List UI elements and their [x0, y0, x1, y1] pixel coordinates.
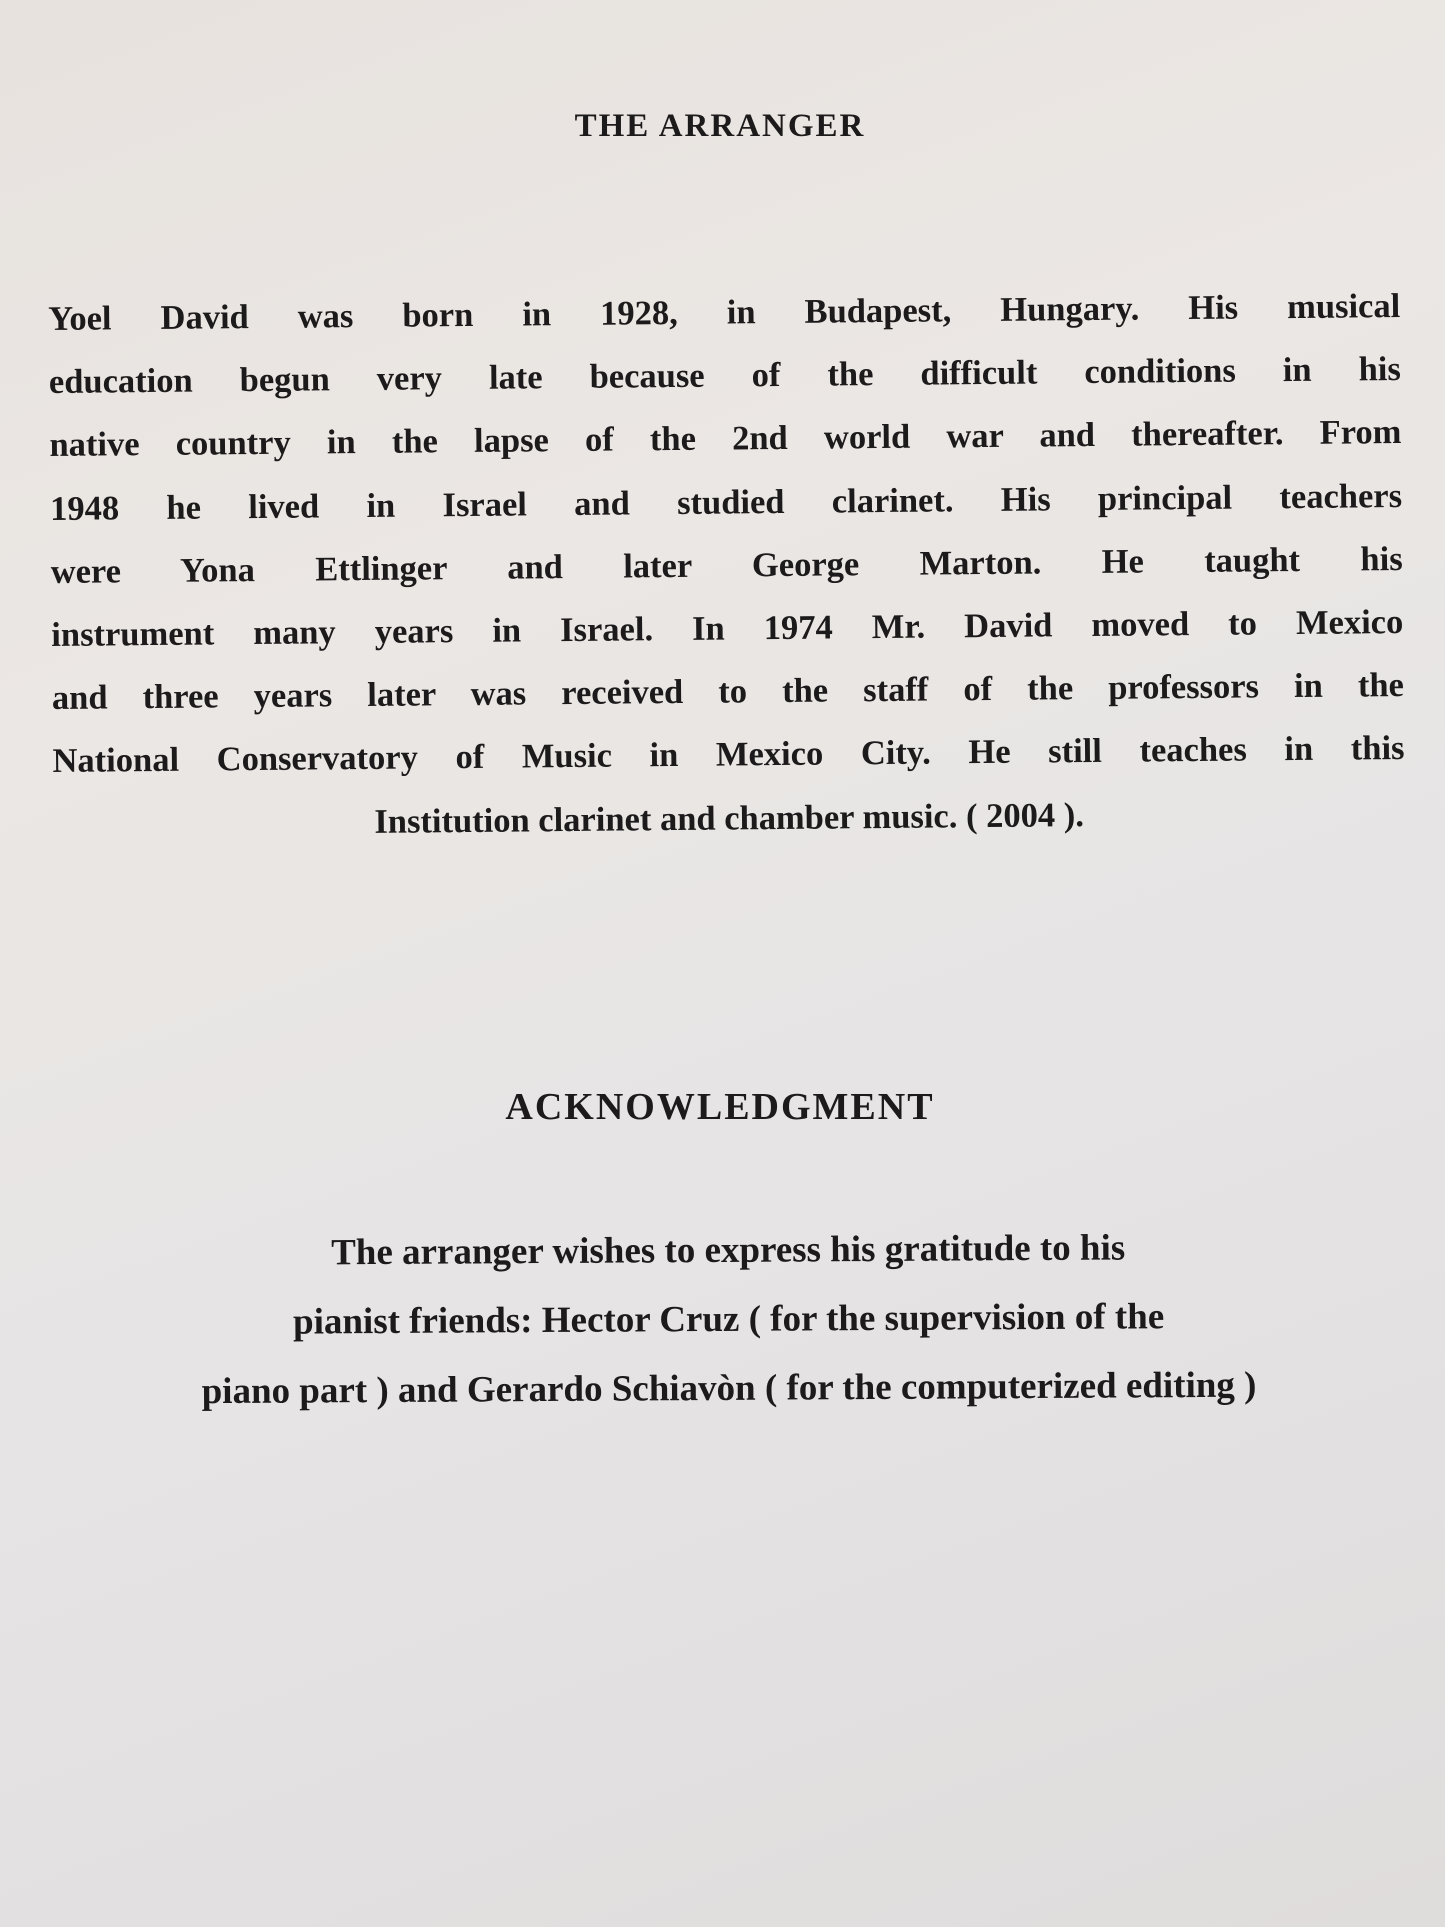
biography-line: and three years later was received to the staff of the professors in the — [51, 666, 1405, 718]
biography-line: National Conservatory of Music in Mexico City. He still teaches in this — [52, 729, 1405, 781]
acknowledgment-line: pianist friends: Hector Cruz ( for the supervision of the — [292, 1296, 1165, 1343]
biography-line: 1948 he lived in Israel and studied clarinet. His principal teachers — [49, 476, 1403, 528]
arranger-biography — [48, 275, 1405, 857]
biography-line: Institution clarinet and chamber music. ( 2004 ). — [374, 795, 1085, 841]
biography-line: education begun very late because of the difficult conditions in his — [48, 350, 1402, 402]
biography-line: were Yona Ettlinger and later George Marton. He taught his — [50, 539, 1403, 591]
acknowledgment-line: The arranger wishes to express his gratitude to his — [331, 1227, 1126, 1274]
biography-line: Yoel David was born in 1928, in Budapest, Hungary. His musical — [48, 287, 1401, 338]
biography-line: instrument many years in Israel. In 1974 Mr. David moved to Mexico — [51, 603, 1404, 654]
arranger-heading: THE ARRANGER — [574, 108, 866, 144]
acknowledgment-heading: ACKNOWLEDGMENT — [505, 1086, 935, 1128]
acknowledgment-text — [58, 1212, 1399, 1427]
acknowledgment-line: piano part ) and Gerardo Schiavòn ( for the computerized editing ) — [201, 1364, 1257, 1413]
biography-line: native country in the lapse of the 2nd world war and thereafter. From — [49, 413, 1402, 465]
